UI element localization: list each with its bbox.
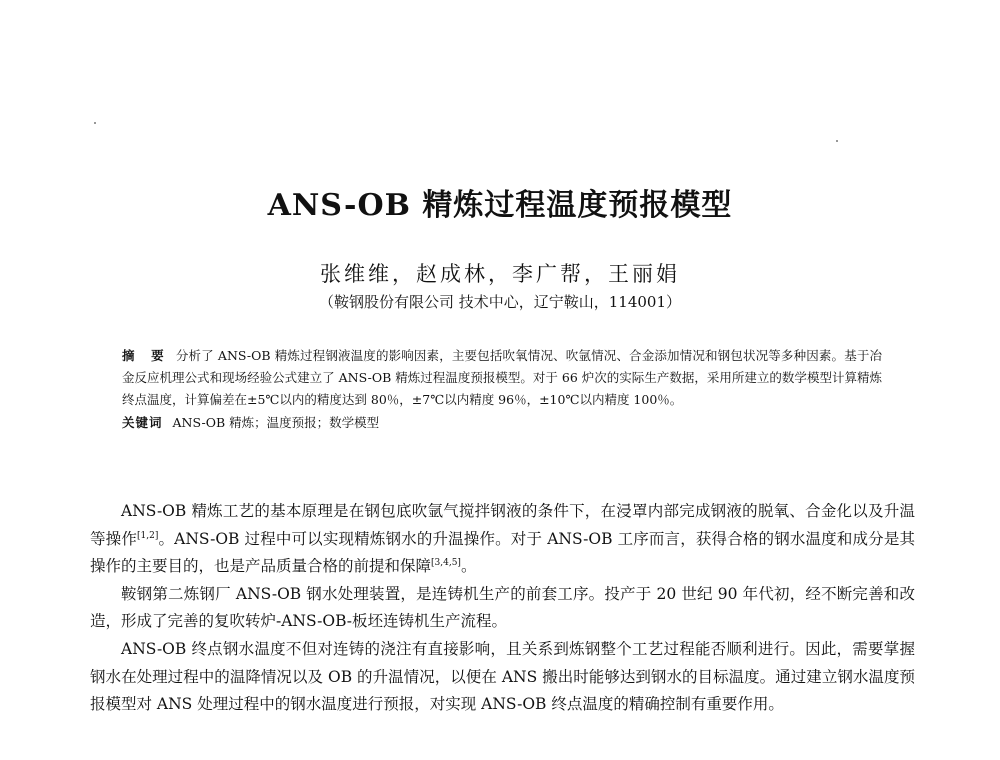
keywords: [122, 412, 882, 434]
scan-speck: [94, 122, 96, 124]
keywords-label: 关键词: [122, 415, 163, 430]
citation-ref: [3,4,5]: [431, 558, 461, 569]
abstract: [122, 345, 882, 411]
abstract-label: 摘 要: [122, 348, 170, 363]
paragraph-1-part-c: 。: [460, 557, 477, 576]
affiliation: （鞍钢股份有限公司 技术中心，辽宁鞍山，114001）: [318, 293, 682, 311]
paragraph-1: [90, 498, 915, 581]
author-list: 张维维，赵成林，李广帮，王丽娟: [320, 262, 680, 286]
paragraph-3: ANS-OB 终点钢水温度不但对连铸的浇注有直接影响，且关系到炼钢整个工艺过程能否顺利进行。因此，需要掌握钢水在处理过程中的温降情况以及 OB 的升温情况，以便在 ANS 搬出时能够达到钢水的目标温度。通过建立钢水温度预报模型对 ANS 处理过程中的钢水温度进行预报，对实现 ANS-OB 终点温度的精确控制有重要作用。: [90, 639, 915, 714]
scan-speck: [836, 140, 838, 142]
paragraph-2: 鞍钢第二炼钢厂 ANS-OB 钢水处理装置，是连铸机生产的前套工序。投产于 20 世纪 90 年代初，经不断完善和改造，形成了完善的复吹转炉-ANS-OB-板坯连铸机生产流程。: [90, 584, 915, 631]
keywords-text: ANS-OB 精炼；温度预报；数学模型: [172, 415, 380, 430]
abstract-text: 分析了 ANS-OB 精炼过程钢液温度的影响因素，主要包括吹氧情况、吹氩情况、合金添加情况和钢包状况等多种因素。基于冶金反应机理公式和现场经验公式建立了 ANS-OB 精炼过程温度预报模型。对于 66 炉次的实际生产数据，采用所建立的数学模型计算精炼终点温度，计算偏差在±5℃以内的精度达到 80％，±7℃以内精度 96％，±10℃以内精度 100％。: [122, 348, 883, 407]
paragraph-1-part-a: ANS-OB 精炼工艺的基本原理是在钢包底吹氩气搅拌钢液的条件下，在浸罩内部完成钢液的脱氧、合金化以及升温等操作: [90, 502, 915, 548]
body-text: [90, 498, 915, 719]
citation-ref: [1,2]: [137, 530, 159, 541]
paper-title: ANS-OB 精炼过程温度预报模型: [267, 188, 733, 223]
abstract-block: [122, 345, 882, 434]
paragraph-1-part-b: 。ANS-OB 过程中可以实现精炼钢水的升温操作。对于 ANS-OB 工序而言，获得合格的钢水温度和成分是其操作的主要目的，也是产品质量合格的前提和保障: [90, 529, 915, 576]
